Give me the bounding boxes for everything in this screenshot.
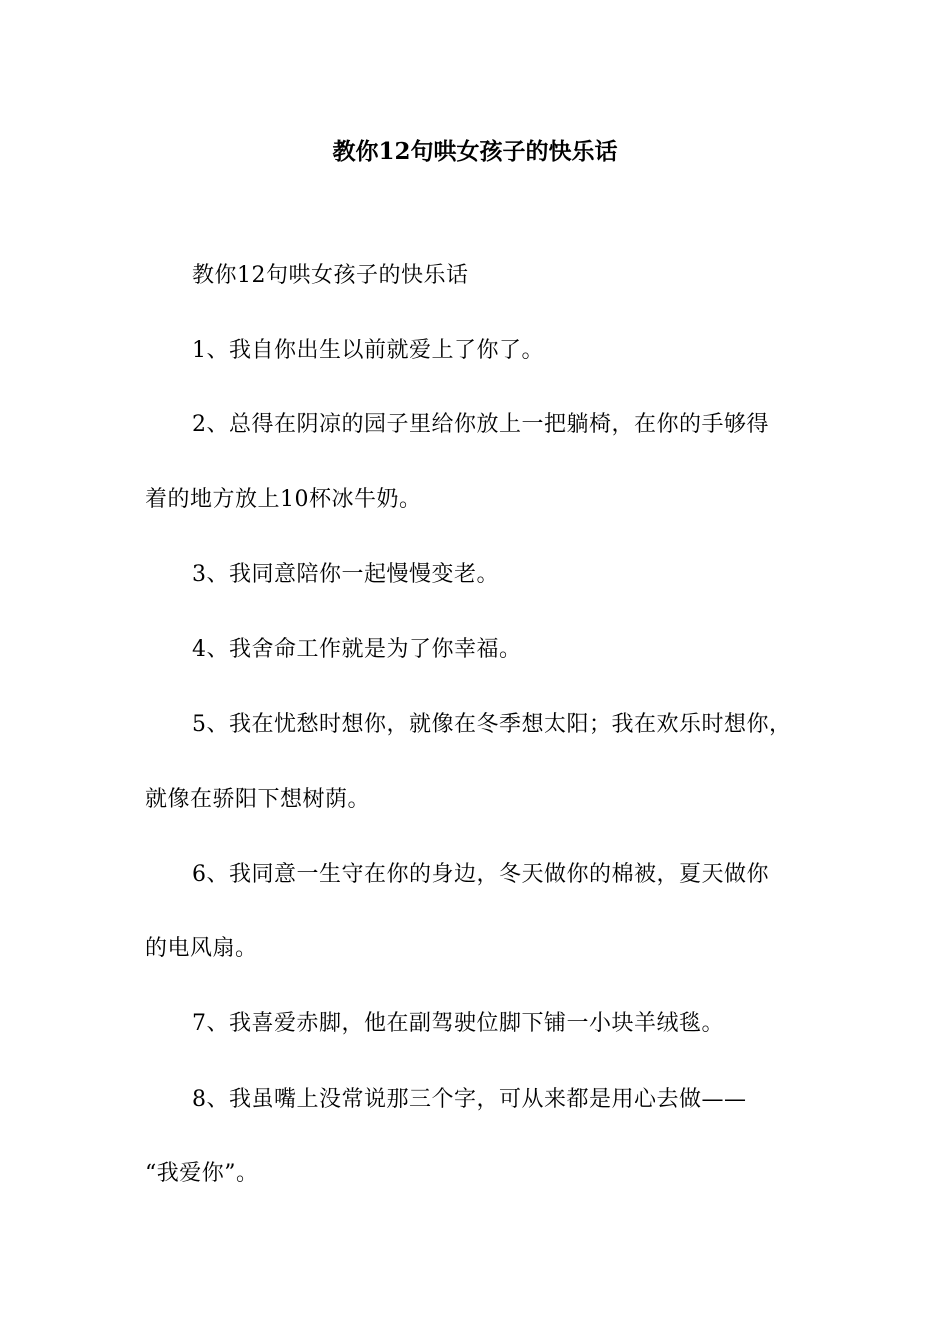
- paragraph-line-2-cont: 着的地方放上10杯冰牛奶。: [145, 487, 422, 512]
- paragraph-line-7: 7、我喜爱赤脚，他在副驾驶位脚下铺一小块羊绒毯。: [192, 1011, 724, 1036]
- paragraph-line-1: 1、我自你出生以前就爱上了你了。: [192, 338, 544, 363]
- paragraph-heading: 教你12句哄女孩子的快乐话: [192, 263, 469, 288]
- paragraph-line-5-cont: 就像在骄阳下想树荫。: [145, 787, 371, 812]
- paragraph-line-8: 8、我虽嘴上没常说那三个字，可从来都是用心去做——: [192, 1087, 747, 1112]
- paragraph-line-3: 3、我同意陪你一起慢慢变老。: [192, 562, 499, 587]
- paragraph-line-5: 5、我在忧愁时想你，就像在冬季想太阳；我在欢乐时想你，: [192, 712, 792, 737]
- paragraph-line-2: 2、总得在阴凉的园子里给你放上一把躺椅，在你的手够得: [192, 412, 769, 437]
- document-title: 教你12句哄女孩子的快乐话: [332, 138, 618, 165]
- paragraph-line-6-cont: 的电风扇。: [145, 936, 258, 961]
- paragraph-line-4: 4、我舍命工作就是为了你幸福。: [192, 637, 522, 662]
- paragraph-line-6: 6、我同意一生守在你的身边，冬天做你的棉被，夏天做你: [192, 862, 769, 887]
- paragraph-line-8-cont: “我爱你”。: [145, 1161, 259, 1186]
